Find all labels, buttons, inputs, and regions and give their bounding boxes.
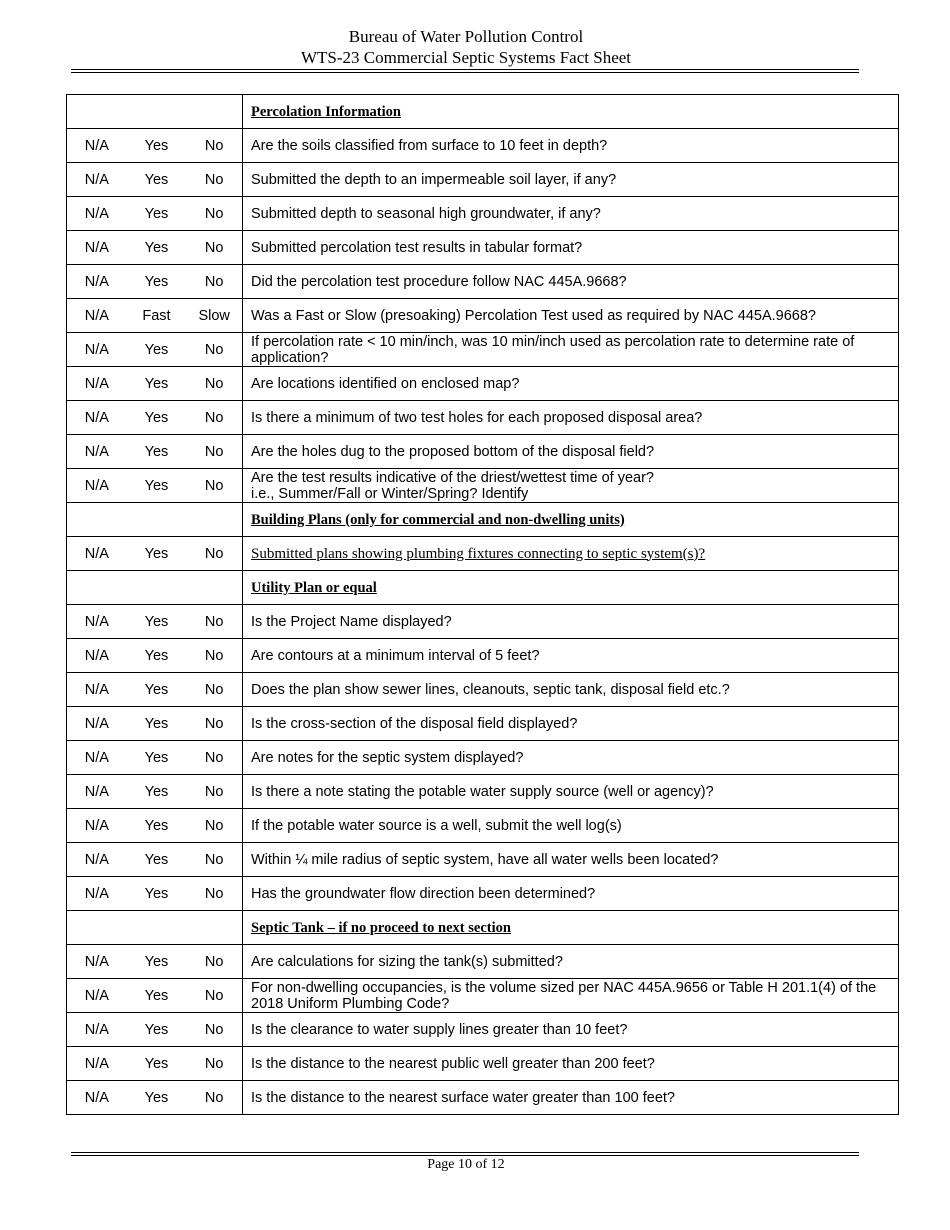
checklist-row xyxy=(67,605,899,639)
question-cell xyxy=(243,605,899,639)
checklist-row xyxy=(67,435,899,469)
question-text: Are calculations for sizing the tank(s) submitted? xyxy=(251,953,563,970)
response-options xyxy=(67,342,242,358)
option-no[interactable]: No xyxy=(204,885,224,902)
option-no[interactable]: No xyxy=(204,817,224,834)
checklist-row xyxy=(67,741,899,775)
response-options-cell xyxy=(67,537,243,571)
option-no[interactable]: No xyxy=(204,715,224,732)
option-na[interactable]: N/A xyxy=(84,477,109,494)
section-title-cell xyxy=(243,95,899,129)
document-header xyxy=(0,26,932,68)
option-no[interactable]: No xyxy=(204,987,224,1004)
option-na[interactable]: N/A xyxy=(84,409,109,426)
option-na[interactable]: N/A xyxy=(84,239,109,256)
question-text: Are the soils classified from surface to 10 feet in depth? xyxy=(251,137,608,154)
option-yes[interactable]: Yes xyxy=(144,987,169,1004)
question-text: Does the plan show sewer lines, cleanouts, septic tank, disposal field etc.? xyxy=(251,681,730,698)
option-yes[interactable]: Yes xyxy=(144,341,169,358)
option-yes[interactable]: Yes xyxy=(144,171,169,188)
option-yes[interactable]: Yes xyxy=(144,953,169,970)
option-na[interactable]: N/A xyxy=(84,817,109,834)
response-options-cell xyxy=(67,95,243,129)
header-rule xyxy=(71,69,859,70)
header-rule-secondary xyxy=(71,72,859,73)
response-options-cell xyxy=(67,741,243,775)
question-text: Has the groundwater flow direction been determined? xyxy=(251,885,596,902)
section-header-row xyxy=(67,911,899,945)
question-text: Is the distance to the nearest surface water greater than 100 feet? xyxy=(251,1089,675,1106)
option-no[interactable]: No xyxy=(204,375,224,392)
checklist-row xyxy=(67,299,899,333)
option-yes[interactable]: Yes xyxy=(144,137,169,154)
option-na[interactable]: N/A xyxy=(84,137,109,154)
question-text: Is the cross-section of the disposal field displayed? xyxy=(251,715,578,732)
option-na[interactable]: N/A xyxy=(84,545,109,562)
question-text: If percolation rate < 10 min/inch, was 10 min/inch used as percolation rate to determine rate of application? xyxy=(251,333,855,366)
question-cell xyxy=(243,163,899,197)
question-text: Are the test results indicative of the driest/wettest time of year? xyxy=(251,469,654,486)
question-text: Submitted depth to seasonal high groundwater, if any? xyxy=(251,205,601,222)
option-na[interactable]: N/A xyxy=(84,681,109,698)
response-options-cell xyxy=(67,1081,243,1115)
response-options xyxy=(67,614,242,630)
checklist-row xyxy=(67,639,899,673)
option-yes[interactable]: Yes xyxy=(144,783,169,800)
option-yes[interactable]: Yes xyxy=(144,681,169,698)
response-options xyxy=(67,750,242,766)
section-title-cell xyxy=(243,571,899,605)
header-document-title: WTS-23 Commercial Septic Systems Fact Sheet xyxy=(300,48,632,67)
response-options-cell xyxy=(67,1047,243,1081)
option-yes[interactable]: Yes xyxy=(144,239,169,256)
question-text: Are locations identified on enclosed map? xyxy=(251,375,520,392)
response-options-cell xyxy=(67,979,243,1013)
response-options xyxy=(67,240,242,256)
question-cell xyxy=(243,299,899,333)
option-no[interactable]: No xyxy=(204,171,224,188)
option-na[interactable]: N/A xyxy=(84,375,109,392)
option-na[interactable]: N/A xyxy=(84,851,109,868)
question-cell xyxy=(243,673,899,707)
option-na[interactable]: N/A xyxy=(84,1021,109,1038)
response-options xyxy=(67,886,242,902)
option-yes[interactable]: Yes xyxy=(144,817,169,834)
checklist-row xyxy=(67,707,899,741)
response-options-cell xyxy=(67,503,243,537)
response-options xyxy=(67,410,242,426)
checklist-row xyxy=(67,163,899,197)
question-text: Is there a note stating the potable water supply source (well or agency)? xyxy=(251,783,714,800)
option-no[interactable]: No xyxy=(204,749,224,766)
response-options xyxy=(67,206,242,222)
question-cell xyxy=(243,469,899,503)
checklist-row xyxy=(67,945,899,979)
option-na[interactable]: N/A xyxy=(84,341,109,358)
response-options-cell xyxy=(67,401,243,435)
response-options-cell xyxy=(67,843,243,877)
question-text: Submitted percolation test results in tabular format? xyxy=(251,239,583,256)
response-options xyxy=(67,444,242,460)
response-options xyxy=(67,852,242,868)
section-header-row xyxy=(67,503,899,537)
response-options xyxy=(67,1056,242,1072)
option-na[interactable]: N/A xyxy=(84,443,109,460)
option-na[interactable]: N/A xyxy=(84,1055,109,1072)
response-options-cell xyxy=(67,265,243,299)
question-text: Is the distance to the nearest public well greater than 200 feet? xyxy=(251,1055,655,1072)
checklist-row xyxy=(67,1047,899,1081)
option-na[interactable]: N/A xyxy=(84,273,109,290)
response-options-cell xyxy=(67,1013,243,1047)
option-no[interactable]: No xyxy=(204,1055,224,1072)
checklist-row xyxy=(67,1013,899,1047)
option-yes[interactable]: Yes xyxy=(144,851,169,868)
option-yes[interactable]: Yes xyxy=(144,1089,169,1106)
question-cell xyxy=(243,979,899,1013)
question-cell xyxy=(243,1047,899,1081)
section-header-row xyxy=(67,95,899,129)
option-no[interactable]: No xyxy=(204,783,224,800)
question-cell xyxy=(243,945,899,979)
response-options xyxy=(67,682,242,698)
response-options-cell xyxy=(67,333,243,367)
option-na[interactable]: N/A xyxy=(84,205,109,222)
response-options-cell xyxy=(67,231,243,265)
question-text: If the potable water source is a well, submit the well log(s) xyxy=(251,817,622,834)
option-na[interactable]: N/A xyxy=(84,885,109,902)
option-na[interactable]: N/A xyxy=(84,307,109,324)
option-na[interactable]: N/A xyxy=(84,647,109,664)
option-na[interactable]: N/A xyxy=(84,171,109,188)
option-na[interactable]: N/A xyxy=(84,953,109,970)
response-options xyxy=(67,954,242,970)
response-options-cell xyxy=(67,197,243,231)
question-cell xyxy=(243,333,899,367)
footer-rule-secondary xyxy=(71,1155,859,1156)
response-options-cell xyxy=(67,605,243,639)
response-options xyxy=(67,648,242,664)
checklist-row xyxy=(67,673,899,707)
question-text: Was a Fast or Slow (presoaking) Percolation Test used as required by NAC 445A.9668? xyxy=(251,307,816,324)
question-cell xyxy=(243,741,899,775)
question-text: Within ¼ mile radius of septic system, have all water wells been located? xyxy=(251,851,719,868)
question-text: Are contours at a minimum interval of 5 feet? xyxy=(251,647,540,664)
option-na[interactable]: N/A xyxy=(84,987,109,1004)
option-yes[interactable]: Yes xyxy=(144,477,169,494)
question-text: Is there a minimum of two test holes for each proposed disposal area? xyxy=(251,409,703,426)
option-na[interactable]: N/A xyxy=(84,715,109,732)
response-options-cell xyxy=(67,299,243,333)
response-options-cell xyxy=(67,367,243,401)
response-options-cell xyxy=(67,571,243,605)
question-text: Is the Project Name displayed? xyxy=(251,613,452,630)
question-cell xyxy=(243,435,899,469)
question-cell xyxy=(243,367,899,401)
option-yes[interactable]: Yes xyxy=(144,545,169,562)
checklist-row xyxy=(67,197,899,231)
response-options xyxy=(67,138,242,154)
option-no[interactable]: No xyxy=(204,647,224,664)
checklist-row xyxy=(67,469,899,503)
question-text: For non-dwelling occupancies, is the volume sized per NAC 445A.9656 or Table H 201.1(4) of the 2018 Uniform Plumbing Code? xyxy=(251,979,877,1012)
question-cell xyxy=(243,265,899,299)
option-fast[interactable]: Fast xyxy=(142,307,171,324)
question-cell xyxy=(243,707,899,741)
option-na[interactable]: N/A xyxy=(84,613,109,630)
option-yes[interactable]: Yes xyxy=(144,1021,169,1038)
option-no[interactable]: No xyxy=(204,545,224,562)
question-cell xyxy=(243,1013,899,1047)
question-cell xyxy=(243,639,899,673)
question-text: Submitted plans showing plumbing fixtures connecting to septic system(s)? xyxy=(251,545,706,562)
response-options xyxy=(67,1022,242,1038)
question-text: Is the clearance to water supply lines greater than 10 feet? xyxy=(251,1021,628,1038)
option-na[interactable]: N/A xyxy=(84,1089,109,1106)
question-cell xyxy=(243,843,899,877)
option-no[interactable]: No xyxy=(204,409,224,426)
option-no[interactable]: No xyxy=(204,137,224,154)
response-options xyxy=(67,308,242,324)
response-options xyxy=(67,546,242,562)
footer-rule xyxy=(71,1152,859,1153)
question-cell xyxy=(243,537,899,571)
response-options-cell xyxy=(67,945,243,979)
section-title: Septic Tank – if no proceed to next section xyxy=(251,919,511,936)
checklist-row xyxy=(67,129,899,163)
header-bureau: Bureau of Water Pollution Control xyxy=(348,27,584,46)
section-title-cell xyxy=(243,503,899,537)
option-na[interactable]: N/A xyxy=(84,783,109,800)
option-no[interactable]: No xyxy=(204,273,224,290)
section-title: Percolation Information xyxy=(251,103,401,120)
option-yes[interactable]: Yes xyxy=(144,749,169,766)
section-title: Building Plans (only for commercial and non-dwelling units) xyxy=(251,511,625,528)
section-title-cell xyxy=(243,911,899,945)
question-text: Did the percolation test procedure follow NAC 445A.9668? xyxy=(251,273,627,290)
option-yes[interactable]: Yes xyxy=(144,443,169,460)
response-options-cell xyxy=(67,809,243,843)
response-options-cell xyxy=(67,435,243,469)
response-options xyxy=(67,172,242,188)
response-options xyxy=(67,274,242,290)
checklist-row xyxy=(67,401,899,435)
option-no[interactable]: No xyxy=(204,239,224,256)
response-options xyxy=(67,988,242,1004)
response-options xyxy=(67,716,242,732)
question-cell xyxy=(243,401,899,435)
question-cell xyxy=(243,809,899,843)
response-options xyxy=(67,376,242,392)
option-no[interactable]: No xyxy=(204,613,224,630)
response-options-cell xyxy=(67,877,243,911)
option-no[interactable]: No xyxy=(204,1089,224,1106)
option-yes[interactable]: Yes xyxy=(144,647,169,664)
option-slow[interactable]: Slow xyxy=(198,307,230,324)
question-text: Submitted the depth to an impermeable soil layer, if any? xyxy=(251,171,617,188)
checklist-row xyxy=(67,1081,899,1115)
option-na[interactable]: N/A xyxy=(84,749,109,766)
question-cell xyxy=(243,197,899,231)
page-number: Page 10 of 12 xyxy=(427,1157,505,1172)
response-options-cell xyxy=(67,911,243,945)
question-text: Are notes for the septic system displayed? xyxy=(251,749,524,766)
question-cell xyxy=(243,775,899,809)
response-options xyxy=(67,478,242,494)
option-no[interactable]: No xyxy=(204,681,224,698)
response-options-cell xyxy=(67,775,243,809)
checklist-table xyxy=(66,94,899,1115)
checklist-row xyxy=(67,877,899,911)
question-cell xyxy=(243,231,899,265)
response-options-cell xyxy=(67,639,243,673)
question-cell xyxy=(243,877,899,911)
checklist-row xyxy=(67,979,899,1013)
checklist-row xyxy=(67,775,899,809)
option-yes[interactable]: Yes xyxy=(144,375,169,392)
option-yes[interactable]: Yes xyxy=(144,205,169,222)
response-options-cell xyxy=(67,707,243,741)
response-options xyxy=(67,1090,242,1106)
option-yes[interactable]: Yes xyxy=(144,885,169,902)
option-no[interactable]: No xyxy=(204,477,224,494)
option-yes[interactable]: Yes xyxy=(144,273,169,290)
option-yes[interactable]: Yes xyxy=(144,715,169,732)
option-no[interactable]: No xyxy=(204,443,224,460)
option-yes[interactable]: Yes xyxy=(144,613,169,630)
response-options-cell xyxy=(67,163,243,197)
response-options-cell xyxy=(67,129,243,163)
checklist-row xyxy=(67,809,899,843)
response-options-cell xyxy=(67,469,243,503)
checklist-row xyxy=(67,265,899,299)
checklist-row xyxy=(67,231,899,265)
section-header-row xyxy=(67,571,899,605)
option-yes[interactable]: Yes xyxy=(144,409,169,426)
response-options xyxy=(67,784,242,800)
checklist-row xyxy=(67,537,899,571)
option-yes[interactable]: Yes xyxy=(144,1055,169,1072)
option-no[interactable]: No xyxy=(204,205,224,222)
question-text-continued: i.e., Summer/Fall or Winter/Spring? Identify xyxy=(251,485,529,502)
question-cell xyxy=(243,129,899,163)
option-no[interactable]: No xyxy=(204,851,224,868)
checklist-row xyxy=(67,333,899,367)
option-no[interactable]: No xyxy=(204,1021,224,1038)
checklist-row xyxy=(67,367,899,401)
response-options-cell xyxy=(67,673,243,707)
response-options xyxy=(67,818,242,834)
question-cell xyxy=(243,1081,899,1115)
option-no[interactable]: No xyxy=(204,953,224,970)
checklist-row xyxy=(67,843,899,877)
question-text: Are the holes dug to the proposed bottom of the disposal field? xyxy=(251,443,655,460)
option-no[interactable]: No xyxy=(204,341,224,358)
section-title: Utility Plan or equal xyxy=(251,579,377,596)
